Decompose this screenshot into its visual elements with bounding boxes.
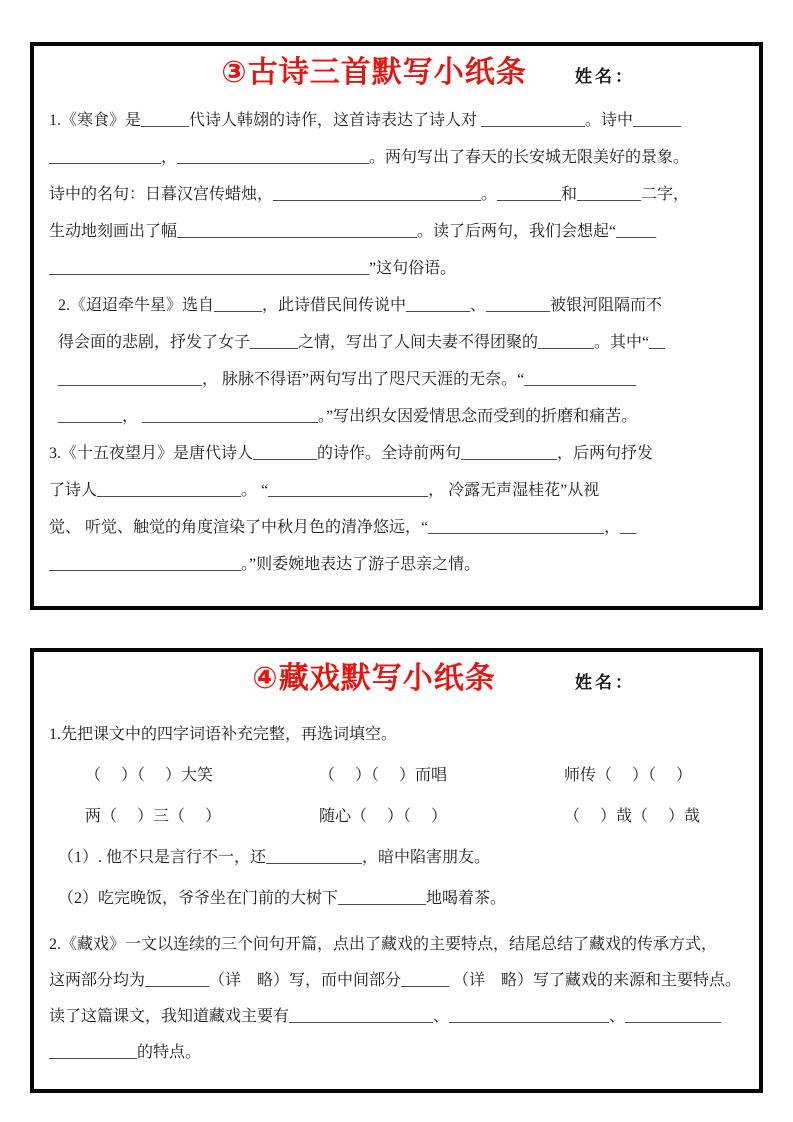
question-line: 这两部分均为________（详 略）写，而中间部分______ （详 略）写了藏戏的来源和主要特点。 [49, 972, 742, 989]
question-line: 1.先把课文中的四字词语补充完整，再选词填空。 [49, 726, 398, 743]
word-fill-row [49, 796, 743, 837]
question-line: 3.《十五夜望月》是唐代诗人________的诗作。全诗前两句____________，后两句抒发 [49, 445, 654, 462]
question-line: 生动地刻画出了幅______________________________。读了后两句，我们会想起“_____ [49, 223, 657, 240]
question-line: 1.《寒食》是______代诗人韩翃的诗作，这首诗表达了诗人对 _____________。诗中______ [49, 112, 682, 129]
sub-question-line: （1）. 他不只是言行不一，还____________，暗中陷害朋友。 [58, 849, 491, 866]
word-fill-cell: 随心（ ）（ ） [319, 808, 448, 825]
question-line: 得会面的悲剧，抒发了女子______之情，写出了人间夫妻不得团聚的_______。其中“__ [58, 334, 666, 351]
question-line: __________________， 脉脉不得语”两句写出了咫尺天涯的无奈。“______________ [58, 371, 637, 388]
section-poems-card [30, 42, 763, 610]
name-field-label: 姓名： [575, 67, 635, 86]
section-poems-body [49, 102, 743, 583]
question-line: ________， ______________________。”写出织女因爱情思念而受到的折磨和痛苦。 [58, 408, 638, 425]
section-poems-header [49, 52, 743, 94]
question-line: 读了这篇课文，我知道藏戏主要有__________________、____________________、____________ [49, 1008, 722, 1025]
name-field-label: 姓名： [575, 673, 635, 692]
question-line: 2.《迢迢牵牛星》选自______，此诗借民间传说中________、________被银河阻隔而不 [58, 297, 663, 314]
question-line: 了诗人__________________。 “____________________， 冷露无声湿桂花”从视 [49, 482, 600, 499]
question-line: 觉、 听觉、触觉的角度渲染了中秋月色的清净悠远，“______________________，__ [49, 519, 637, 536]
section-zangxi-card [30, 648, 763, 1093]
question-line: ___________的特点。 [49, 1044, 202, 1061]
section-poems-title: ③古诗三首默写小纸条 [221, 56, 527, 89]
sub-question-line: （2）吃完晚饭，爷爷坐在门前的大树下___________地喝着茶。 [58, 890, 507, 907]
question-line: ________________________。”则委婉地表达了游子思亲之情。 [49, 556, 481, 573]
section-zangxi-body [49, 714, 743, 1071]
question-line: ______________，________________________。两句写出了春天的长安城无限美好的景象。 [49, 149, 690, 166]
question-line: 2.《藏戏》一文以连续的三个问句开篇，点出了藏戏的主要特点，结尾总结了藏戏的传承方式， [49, 936, 718, 953]
section-zangxi-title: ④藏戏默写小纸条 [252, 662, 496, 695]
word-fill-cell: 师传（ ）（ ） [564, 767, 693, 784]
word-fill-row [49, 755, 743, 796]
question-line: 诗中的名句：日暮汉宫传蜡烛，__________________________。________和________二字， [49, 186, 690, 203]
question-paragraph [49, 927, 743, 1071]
word-fill-cell: （ ）（ ）而唱 [319, 767, 448, 784]
question-line: ________________________________________”这句俗语。 [49, 260, 457, 277]
word-fill-cell: 两（ ）三（ ） [85, 808, 222, 825]
section-zangxi-header [49, 658, 743, 700]
word-fill-cell: （ ）哉（ ）哉 [564, 808, 701, 825]
word-fill-cell: （ ）（ ）大笑 [85, 767, 214, 784]
